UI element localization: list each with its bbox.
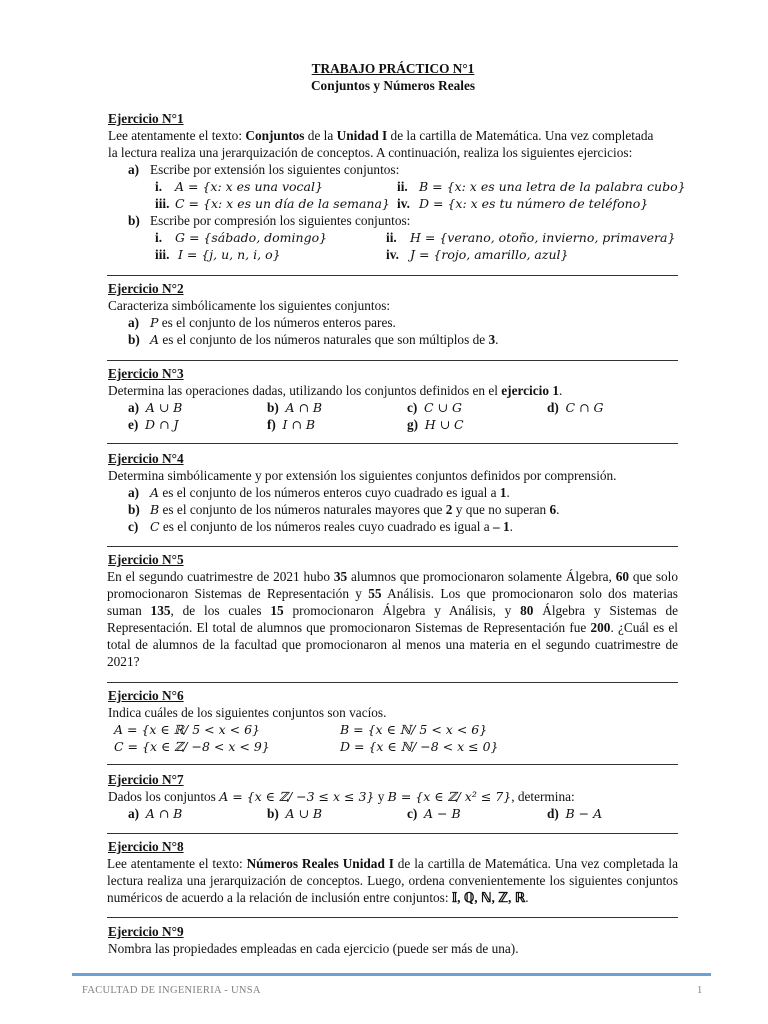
exercise-7-item-a: a) A ∩ B [128,806,183,821]
exercise-2-a: P es el conjunto de los números enteros pares. [150,315,396,330]
exercise-4-c-label: c) [128,519,139,534]
exercise-5-paragraph: En el segundo cuatrimestre de 2021 hubo 35 alumnos que promocionaron solamente Álgebra, 60 que solo promocionaron Sistemas de Representación y 55 Análisis. Los que promocionaron solo dos materias suman 135, de los cuales 15 promocionaron Álgebra y Análisis, y 80 Álgebra y Sistemas de Representación. El total de alumnos que promocionaron Sistemas de Representación fue 200. ¿Cuál es el total de alumnos de la facultad que promocionaron al menos una materia en el segundo cuatrimestre de 2021? [107,569,679,669]
separator-5 [107,682,678,683]
exercise-7-item-b: b) A ∪ B [267,806,323,821]
exercise-2-a-label: a) [128,315,140,330]
exercise-3-intro: Determina las operaciones dadas, utilizando los conjuntos definidos en el ejercicio 1. [108,383,563,398]
exercise-3-item-g: g) H ∪ C [407,417,464,432]
exercise-3-item-e: e) D ∩ J [128,417,179,432]
footer-page-number: 1 [697,985,703,996]
exercise-3-item-d: d) C ∩ G [547,400,604,415]
exercise-9-heading: Ejercicio N°9 [108,924,184,939]
separator-2 [107,360,678,361]
exercise-3-item-a: a) A ∪ B [128,400,183,415]
exercise-6-set-a: A = {x ∈ ℝ/ 5 < x < 6} [114,722,260,737]
exercise-1-heading: Ejercicio N°1 [108,111,184,126]
exercise-2-b-label: b) [128,332,140,347]
exercise-1-a-iii-label: iii. [155,196,170,211]
exercise-3-item-c: c) C ∪ G [407,400,462,415]
exercise-7-heading: Ejercicio N°7 [108,772,184,787]
exercise-1-b-i: G = {sábado, domingo} [175,230,328,245]
exercise-4-heading: Ejercicio N°4 [108,451,184,466]
page-subtitle: Conjuntos y Números Reales [310,78,476,93]
exercise-1-a-ii-label: ii. [397,179,408,194]
exercise-1-a-iii: C = {x: x es un día de la semana} [175,196,390,211]
exercise-1-b-iii-label: iii. [155,247,170,262]
exercise-1-b-iv-label: iv. [386,247,399,262]
exercise-7-item-c: c) A − B [407,806,461,821]
exercise-1-a-i: A = {x: x es una vocal} [175,179,323,194]
page-title: TRABAJO PRÁCTICO N°1 [311,61,475,76]
exercise-4-intro: Determina simbólicamente y por extensión los siguientes conjuntos definidos por comprensión. [108,468,617,483]
exercise-6-set-c: C = {x ∈ ℤ/ −8 < x < 9} [114,739,270,754]
exercise-1-b-text: Escribe por compresión los siguientes conjuntos: [150,213,411,228]
footer-faculty: FACULTAD DE INGENIERIA - UNSA [82,985,261,996]
exercise-1-a-iv-label: iv. [397,196,410,211]
separator-6 [107,764,678,765]
exercise-1-intro-line2: la lectura realiza una jerarquización de conceptos. A continuación, realiza los siguientes ejercicios: [108,145,633,160]
exercise-7-intro: Dados los conjuntos A = {x ∈ ℤ/ −3 ≤ x ≤ 3} y B = {x ∈ ℤ/ x² ≤ 7}, determina: [108,789,575,804]
exercise-7-item-d: d) B − A [547,806,603,821]
separator-3 [107,443,678,444]
separator-8 [107,917,678,918]
exercise-6-intro: Indica cuáles de los siguientes conjuntos son vacíos. [108,705,387,720]
exercise-5-heading: Ejercicio N°5 [108,552,184,567]
exercise-4-a: A es el conjunto de los números enteros cuyo cuadrado es igual a 1. [150,485,510,500]
exercise-4-a-label: a) [128,485,140,500]
exercise-1-b-ii-label: ii. [386,230,397,245]
exercise-4-c: C es el conjunto de los números reales cuyo cuadrado es igual a – 1. [150,519,513,534]
exercise-6-set-d: D = {x ∈ ℕ/ −8 < x ≤ 0} [340,739,499,754]
exercise-3-heading: Ejercicio N°3 [108,366,184,381]
separator-1 [107,275,678,276]
exercise-3-item-b: b) A ∩ B [267,400,323,415]
exercise-1-b-iv: J = {rojo, amarillo, azul} [410,247,569,262]
exercise-1-b-i-label: i. [155,230,163,245]
exercise-1-b-ii: H = {verano, otoño, invierno, primavera} [410,230,676,245]
exercise-1-intro-line1: Lee atentamente el texto: Conjuntos de la Unidad I de la cartilla de Matemática. Una vez completada [108,128,654,143]
exercise-1-b-label: b) [128,213,140,228]
exercise-4-b: B es el conjunto de los números naturales mayores que 2 y que no superan 6. [150,502,560,517]
footer-rule [72,973,711,976]
separator-7 [107,833,678,834]
exercise-1-a-i-label: i. [155,179,163,194]
exercise-4-b-label: b) [128,502,140,517]
exercise-2-b: A es el conjunto de los números naturales que son múltiplos de 3. [150,332,499,347]
exercise-3-item-f: f) I ∩ B [267,417,316,432]
separator-4 [107,546,678,547]
exercise-2-intro: Caracteriza simbólicamente los siguientes conjuntos: [108,298,391,313]
exercise-9-intro: Nombra las propiedades empleadas en cada ejercicio (puede ser más de una). [108,941,519,956]
exercise-8-heading: Ejercicio N°8 [108,839,184,854]
exercise-1-a-ii: B = {x: x es una letra de la palabra cubo} [419,179,686,194]
exercise-1-a-text: Escribe por extensión los siguientes conjuntos: [150,162,400,177]
exercise-2-heading: Ejercicio N°2 [108,281,184,296]
exercise-6-set-b: B = {x ∈ ℕ/ 5 < x < 6} [340,722,488,737]
exercise-8-paragraph: Lee atentamente el texto: Números Reales Unidad I de la cartilla de Matemática. Una vez completada la lectura realiza una jerarquización de conceptos. Luego, ordena convenientemente los siguientes conjuntos numéricos de acuerdo a la relación de inclusión entre conjuntos: 𝕀, ℚ, ℕ, ℤ, ℝ. [107,856,678,905]
exercise-1-b-iii: I = {j, u, n, i, o} [178,247,281,262]
exercise-1-a-iv: D = {x: x es tu número de teléfono} [419,196,649,211]
exercise-6-heading: Ejercicio N°6 [108,688,184,703]
exercise-1-a-label: a) [128,162,140,177]
